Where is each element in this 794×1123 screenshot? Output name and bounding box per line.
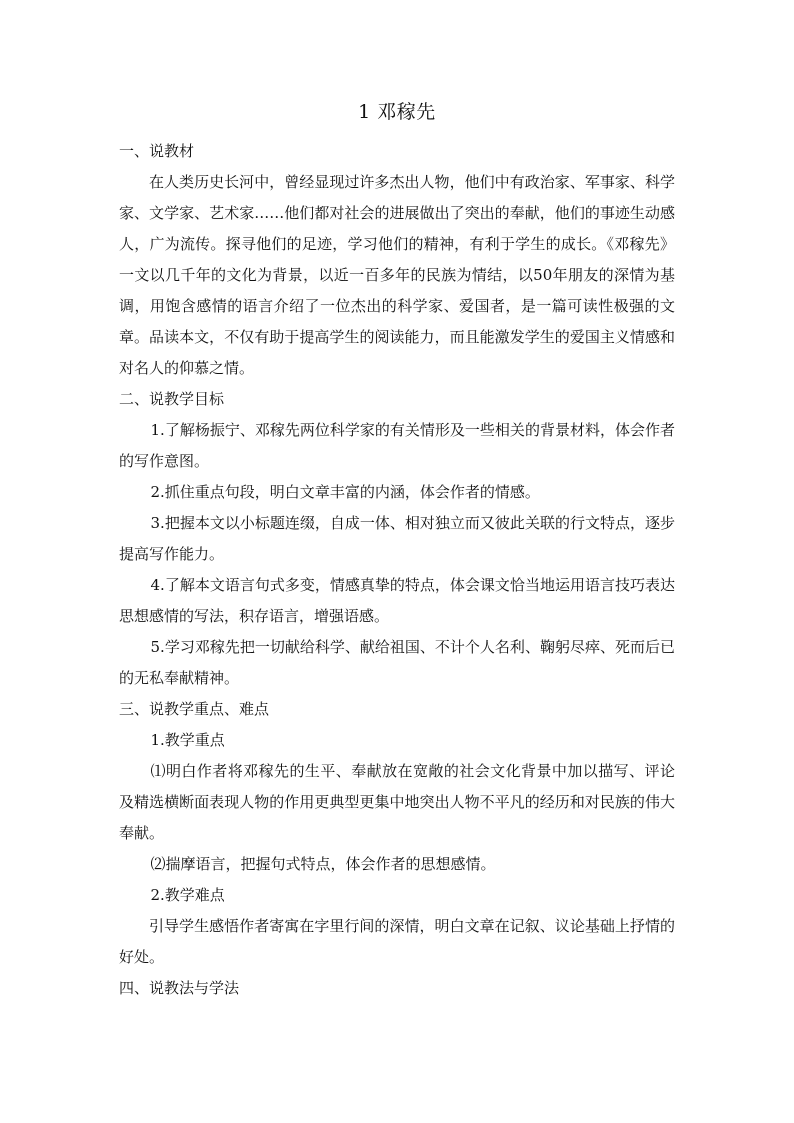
focus-item-1: ⑴明白作者将邓稼先的生平、奉献放在宽敞的社会文化背景中加以描写、评论及精选横断面表现人物的作用更典型更集中地突出人物不平凡的经历和对民族的伟大奉献。 xyxy=(119,762,675,842)
subheading-teaching-focus: 1.教学重点 xyxy=(150,731,225,749)
section-heading-key-points: 三、说教学重点、难点 xyxy=(119,700,270,718)
focus-item-2: ⑵揣摩语言，把握句式特点，体会作者的思想感情。 xyxy=(150,855,496,873)
objective-item-3: 3.把握本文以小标题连缀，自成一体、相对独立而又彼此关联的行文特点，逐步提高写作能力。 xyxy=(119,514,675,563)
document-body xyxy=(119,136,675,1004)
section-heading-objectives: 二、说教学目标 xyxy=(119,390,225,408)
page-title: 1 邓稼先 xyxy=(358,101,436,123)
section-heading-methods: 四、说教法与学法 xyxy=(119,979,240,997)
objective-item-4: 4.了解本文语言句式多变，情感真挚的特点，体会课文恰当地运用语言技巧表达思想感情的写法，积存语言，增强语感。 xyxy=(119,576,675,625)
objective-item-2: 2.抓住重点句段，明白文章丰富的内涵，体会作者的情感。 xyxy=(150,483,540,501)
textbook-paragraph: 在人类历史长河中，曾经显现过许多杰出人物，他们中有政治家、军事家、科学家、文学家、艺术家……他们都对社会的进展做出了突出的奉献，他们的事迹生动感人，广为流传。探寻他们的足迹，学习他们的精神，有利于学生的成长。《邓稼先》一文以几千年的文化为背景，以近一百多年的民族为情结，以50年朋友的深情为基调，用饱含感情的语言介绍了一位杰出的科学家、爱国者，是一篇可读性极强的文章。品读本文，不仅有助于提高学生的阅读能力，而且能激发学生的爱国主义情感和对名人的仰慕之情。 xyxy=(119,173,675,377)
section-heading-textbook: 一、说教材 xyxy=(119,142,195,160)
subheading-teaching-difficulty: 2.教学难点 xyxy=(150,886,225,904)
objective-item-5: 5.学习邓稼先把一切献给科学、献给祖国、不计个人名利、鞠躬尽瘁、死而后已的无私奉献精神。 xyxy=(119,638,675,687)
difficulty-paragraph: 引导学生感悟作者寄寓在字里行间的深情，明白文章在记叙、议论基础上抒情的好处。 xyxy=(119,917,675,966)
objective-item-1: 1.了解杨振宁、邓稼先两位科学家的有关情形及一些相关的背景材料，体会作者的写作意图。 xyxy=(119,421,675,470)
